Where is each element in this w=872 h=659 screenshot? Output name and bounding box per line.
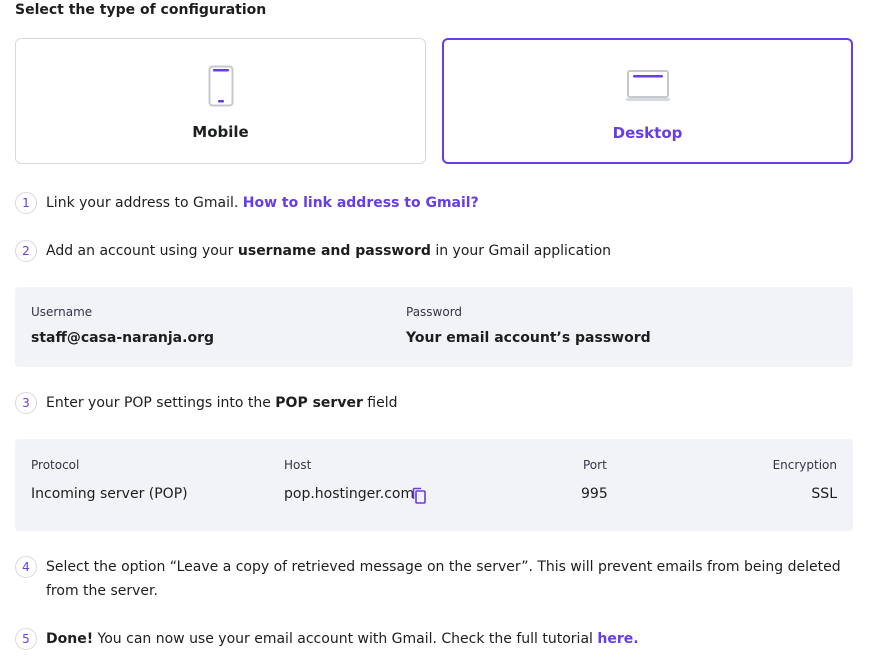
- step-5: [15, 627, 852, 651]
- copy-icon[interactable]: [412, 487, 426, 508]
- config-type-mobile-label: Mobile: [192, 123, 249, 141]
- step-text: field: [362, 395, 398, 411]
- server-settings-panel: [15, 439, 853, 531]
- username-value: staff@casa-naranja.org: [31, 330, 214, 346]
- step-4: [15, 555, 852, 603]
- step-text: in your Gmail application: [430, 243, 612, 259]
- step-number: 4: [15, 556, 37, 578]
- step-text-bold: username and password: [237, 243, 431, 259]
- step-text: Select the option “Leave a copy of retrieved message on the server”. This will prevent emails from being deleted from the server.: [46, 559, 841, 599]
- step-number: 3: [15, 392, 37, 414]
- encryption-header: Encryption: [772, 458, 837, 472]
- page-title: Select the type of configuration: [15, 2, 267, 18]
- config-type-mobile[interactable]: [15, 38, 426, 164]
- step-text: Link your address to Gmail.: [46, 195, 243, 211]
- step-number: 1: [15, 192, 37, 214]
- desktop-monitor-icon: [625, 66, 671, 108]
- port-value: 995: [581, 486, 608, 502]
- step-text: Add an account using your: [46, 243, 238, 259]
- password-value: Your email account’s password: [406, 330, 651, 346]
- how-to-link-gmail-link[interactable]: How to link address to Gmail?: [242, 195, 479, 211]
- step-text: You can now use your email account with Gmail. Check the full tutorial: [93, 631, 598, 647]
- username-label: Username: [31, 305, 93, 319]
- full-tutorial-link[interactable]: here.: [597, 631, 639, 647]
- config-type-desktop[interactable]: [442, 38, 853, 164]
- host-header: Host: [284, 458, 312, 472]
- password-label: Password: [406, 305, 463, 319]
- step-text-bold: POP server: [275, 395, 363, 411]
- step-number: 5: [15, 628, 37, 650]
- step-1: [15, 191, 852, 215]
- step-number: 2: [15, 240, 37, 262]
- step-3: [15, 391, 852, 415]
- protocol-value: Incoming server (POP): [31, 486, 188, 502]
- host-value: pop.hostinger.com: [284, 486, 415, 502]
- port-header: Port: [583, 458, 607, 472]
- credentials-panel: [15, 287, 853, 367]
- protocol-header: Protocol: [31, 458, 80, 472]
- config-type-desktop-label: Desktop: [612, 124, 683, 142]
- step-text-bold: Done!: [46, 631, 94, 647]
- step-text: Enter your POP settings into the: [46, 395, 276, 411]
- encryption-value: SSL: [811, 486, 837, 502]
- step-2: [15, 239, 852, 263]
- mobile-phone-icon: [208, 65, 234, 111]
